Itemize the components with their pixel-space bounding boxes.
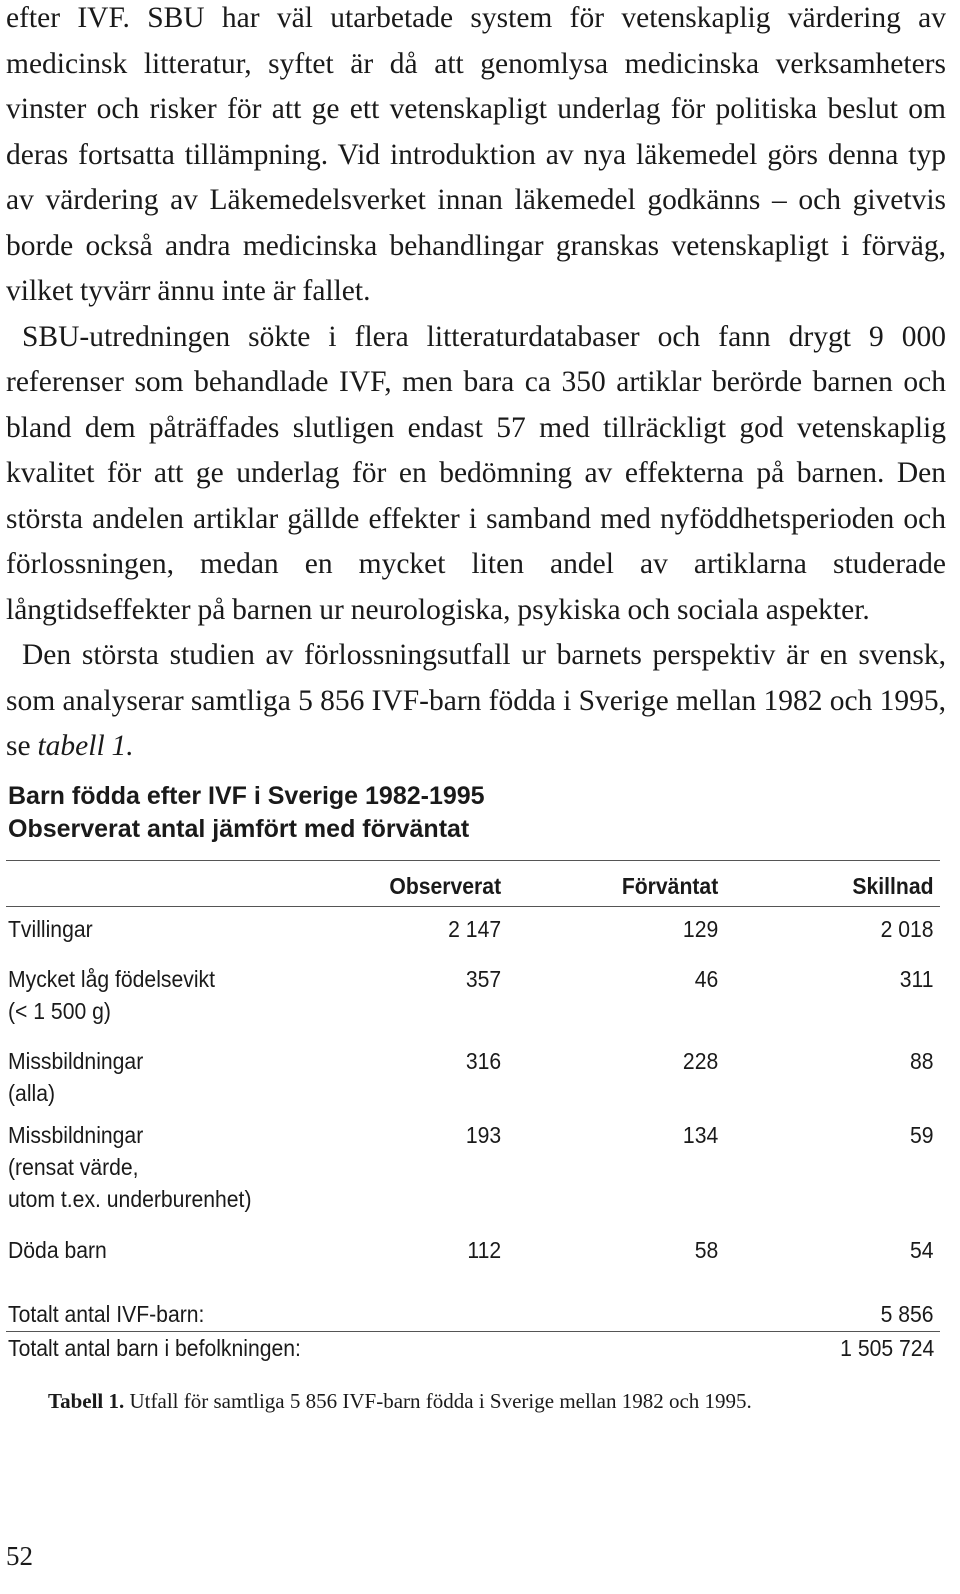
table-row (8, 963, 934, 1024)
row-expected: 46 (694, 966, 719, 992)
row-difference: 54 (909, 1237, 934, 1263)
row-observed: 193 (465, 1122, 502, 1148)
row-observed: 2 147 (448, 916, 502, 942)
table-body-last (8, 1234, 934, 1274)
row-label: Tvillingar (8, 916, 93, 942)
header-expected: Förväntat (621, 873, 719, 899)
totals-row (8, 1332, 934, 1364)
table-title-line-1: Barn födda efter IVF i Sverige 1982-1995 (8, 782, 485, 810)
row-observed: 112 (467, 1237, 502, 1263)
table-row (8, 1234, 934, 1266)
row-difference: 88 (909, 1048, 934, 1074)
caption-text: Utfall för samtliga 5 856 IVF-barn födda i Sverige mellan 1982 och 1995. (124, 1389, 752, 1413)
table-row (8, 1045, 934, 1106)
totals-row (8, 1298, 934, 1330)
table-row (8, 1119, 934, 1212)
header-difference: Skillnad (852, 873, 934, 899)
table-header-row (8, 870, 934, 902)
caption-label: Tabell 1. (48, 1389, 125, 1413)
row-expected: 134 (682, 1122, 719, 1148)
table-reference: tabell 1. (37, 730, 134, 762)
row-label: Missbildningar (alla) (8, 1048, 144, 1106)
totals-label: Totalt antal barn i befolkningen: (8, 1335, 301, 1361)
header-observed: Observerat (389, 873, 502, 899)
row-expected: 228 (682, 1048, 719, 1074)
totals-label: Totalt antal IVF-barn: (8, 1301, 205, 1327)
paragraph-3 (6, 633, 946, 770)
row-difference: 59 (909, 1122, 934, 1148)
paragraph-2: SBU-utredningen sökte i flera litteraturdatabaser och fann drygt 9 000 referenser som behandlade IVF, men bara ca 350 artiklar berörde barnen och bland dem påträffades slutligen endast 57 med tillräckligt god vetenskaplig kvalitet för att ge underlag för en bedömning av effekterna på barnen. Den största andelen artiklar gällde effekter i samband med nyföddhetsperioden och förlossningen, medan en mycket liten andel av artiklarna studerade långtidseffekter på barnen ur neurologiska, psykiska och sociala aspekter. (6, 320, 946, 626)
row-label: Mycket låg födelsevikt (< 1 500 g) (8, 966, 215, 1024)
row-difference: 2 018 (880, 916, 934, 942)
row-label: Döda barn (8, 1237, 107, 1263)
paragraph-1: efter IVF. SBU har väl utarbetade system för vetenskaplig värdering av medicinsk litteratur, syftet är då att genomlysa medicinska verksamheters vinster och risker för att ge ett vetenskapligt underlag för politiska beslut om deras fortsatta tillämpning. Vid introduktion av nya läkemedel görs denna typ av värdering av Läkemedelsverket innan läkemedel godkänns – och givetvis borde också andra medicinska behandlingar granskas vetenskapligt i förväg, vilket tyvärr ännu inte är fallet. (6, 2, 946, 307)
row-observed: 357 (465, 966, 502, 992)
table-row (8, 913, 934, 945)
paragraph-3-text: Den största studien av förlossningsutfall ur barnets perspektiv är en svensk, som analyserar samtliga 5 856 IVF-barn födda i Sverige mellan 1982 och 1995, se (6, 639, 946, 762)
body-text (6, 0, 946, 770)
row-observed: 316 (465, 1048, 502, 1074)
row-expected: 58 (694, 1237, 719, 1263)
table-body (8, 913, 934, 1213)
table-top-rule (6, 860, 940, 861)
table-header-rule (6, 906, 940, 907)
table-title-line-2: Observerat antal jämfört med förväntat (8, 815, 470, 843)
totals-value: 5 856 (881, 1301, 934, 1327)
page-number: 52 (6, 1541, 33, 1571)
table-caption (48, 1386, 752, 1416)
table-title (8, 780, 485, 846)
row-expected: 129 (682, 916, 719, 942)
row-label: Missbildningar (rensat värde, utom t.ex. underburenhet) (8, 1122, 252, 1212)
totals-value: 1 505 724 (839, 1335, 934, 1361)
row-difference: 311 (899, 966, 934, 992)
